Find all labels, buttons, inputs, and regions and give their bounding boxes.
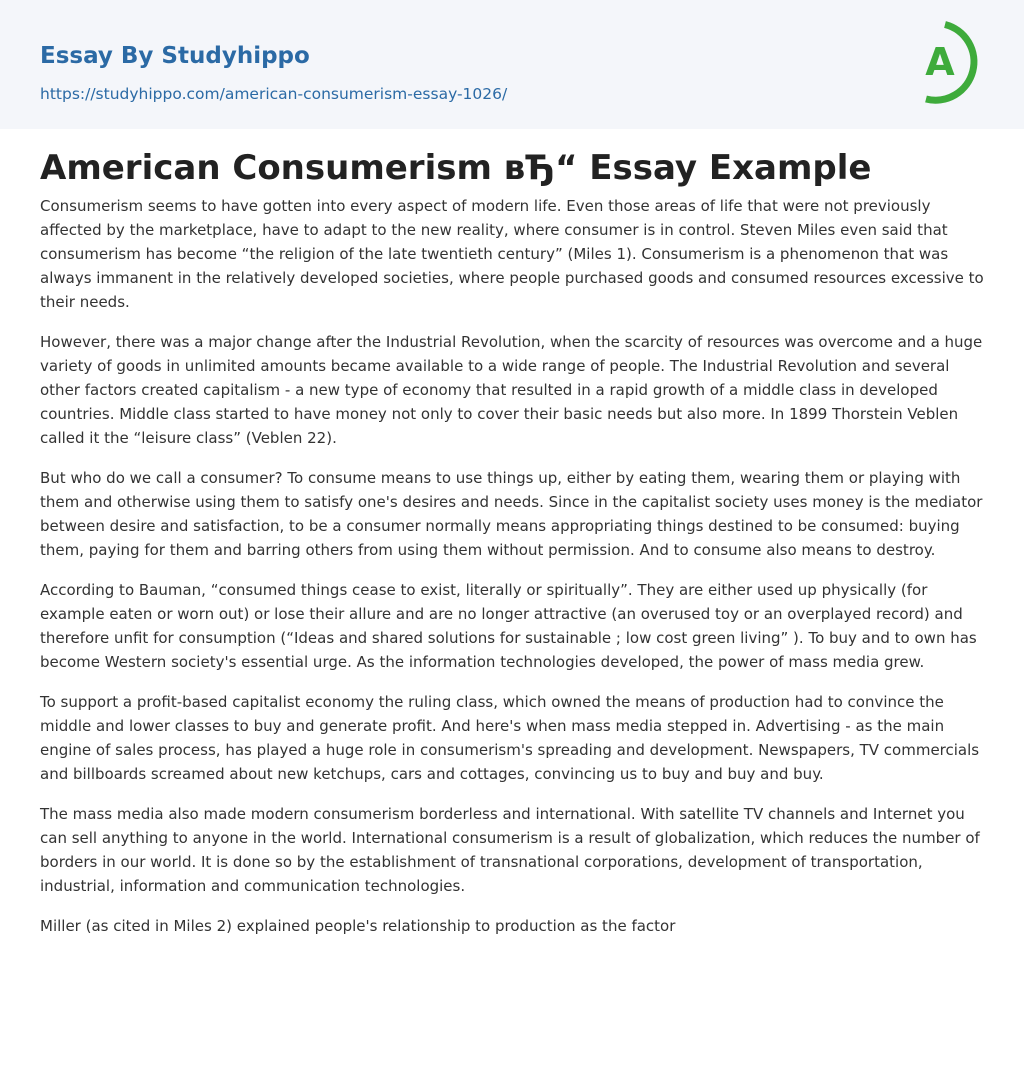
site-brand[interactable]: Essay By Studyhippo [40,43,310,69]
logo-letter: A [925,40,955,84]
essay-paragraph: But who do we call a consumer? To consume means to use things up, either by eating them, wearing them or playing with them and otherwise using them to satisfy one's desires and needs. Since in the capitalist society uses money is the mediator between desire and satisfaction, to be a consumer normally means appropriating things destined to be consumed: buying them, paying for them and barring others from using them without permission. And to consume also means to destroy. [40,469,983,559]
essay-paragraph: However, there was a major change after the Industrial Revolution, when the scarcity of resources was overcome and a huge variety of goods in unlimited amounts became available to a wide range of people. The Industrial Revolution and several other factors created capitalism - a new type of economy that resulted in a rapid growth of a middle class in developed countries. Middle class started to have money not only to cover their basic needs but also more. In 1899 Thorstein Veblen called it the “leisure class” (Veblen 22). [40,333,983,447]
source-url-link[interactable]: https://studyhippo.com/american-consumerism-essay-1026/ [40,85,508,103]
essay-paragraph: Miller (as cited in Miles 2) explained people's relationship to production as the factor [40,917,676,935]
essay-paragraph: The mass media also made modern consumerism borderless and international. With satellite TV channels and Internet you can sell anything to anyone in the world. International consumerism is a result of globalization, which reduces the number of borders in our world. It is done so by the establishment of transnational corporations, development of transportation, industrial, information and communication technologies. [40,805,980,895]
essay-paragraph: According to Bauman, “consumed things cease to exist, literally or spiritually”. They are either used up physically (for example eaten or worn out) or lose their allure and are no longer attractive (an overused toy or an overplayed record) and therefore unfit for consumption (“Ideas and shared solutions for sustainable ; low cost green living” ). To buy and to own has become Western society's essential urge. As the information technologies developed, the power of mass media grew. [40,581,977,671]
essay-body [40,194,984,954]
studyhippo-logo-icon[interactable] [912,19,986,105]
page-title: American Consumerism вЂ“ Essay Example [40,148,872,188]
essay-paragraph: Consumerism seems to have gotten into every aspect of modern life. Even those areas of life that were not previously affected by the marketplace, have to adapt to the new reality, where consumer is in control. Steven Miles even said that consumerism has become “the religion of the late twentieth century” (Miles 1). Consumerism is a phenomenon that was always immanent in the relatively developed societies, where people purchased goods and consumed resources excessive to their needs. [40,197,984,311]
essay-paragraph: To support a profit-based capitalist economy the ruling class, which owned the means of production had to convince the middle and lower classes to buy and generate profit. And here's when mass media stepped in. Advertising - as the main engine of sales process, has played a huge role in consumerism's spreading and development. Newspapers, TV commercials and billboards screamed about new ketchups, cars and cottages, convincing us to buy and buy and buy. [40,693,980,783]
